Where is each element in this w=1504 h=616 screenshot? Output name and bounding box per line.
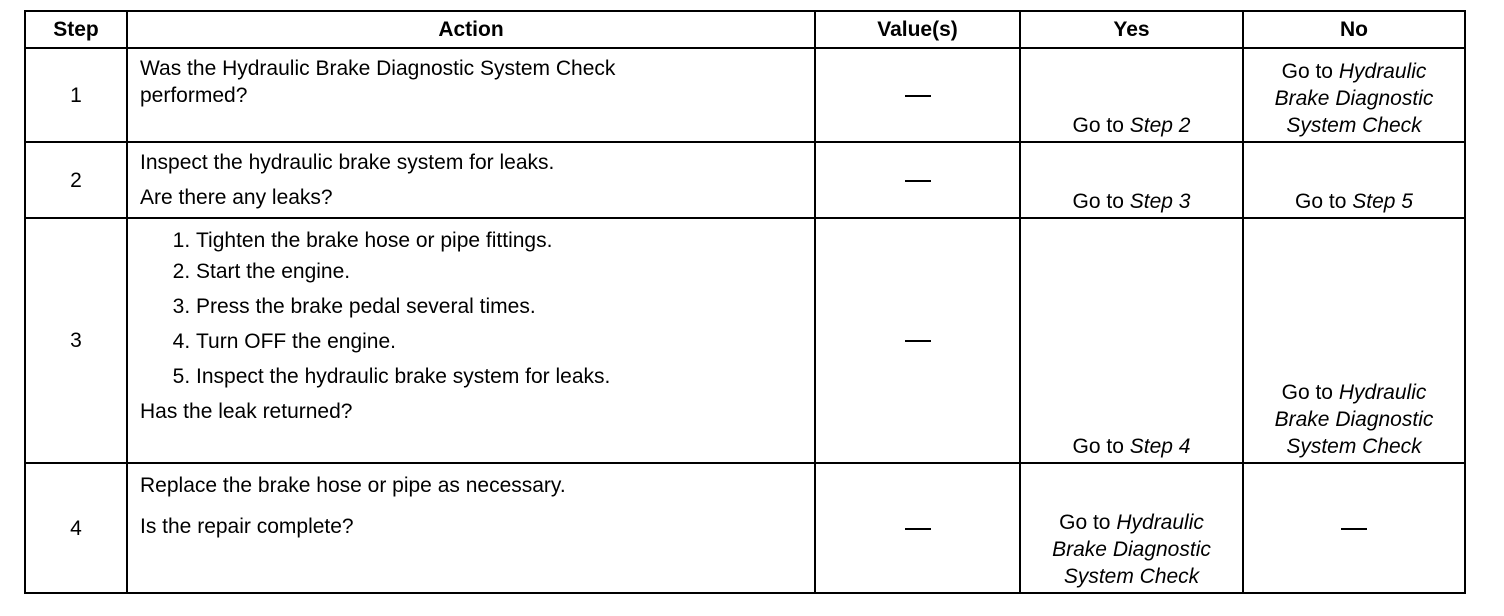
no-cell xyxy=(1243,142,1465,218)
yes-target: Step 4 xyxy=(1129,435,1191,458)
header-row xyxy=(25,11,1465,48)
value-cell xyxy=(815,463,1020,593)
yes-target: Step 2 xyxy=(1129,114,1191,137)
action-line: Are there any leaks? xyxy=(140,186,333,209)
value-cell xyxy=(815,48,1020,142)
go-to-label: Go to xyxy=(1072,435,1124,458)
procedure-step: 3. Press the brake pedal several times. xyxy=(196,289,804,324)
action-cell xyxy=(127,218,815,463)
header-values: Value(s) xyxy=(815,11,1020,48)
go-to-label: Go to xyxy=(1072,114,1124,137)
dash-mark xyxy=(905,528,931,530)
table-row xyxy=(25,218,1465,463)
no-target: System Check xyxy=(1286,435,1422,458)
procedure-step: 4. Turn OFF the engine. xyxy=(196,324,804,359)
yes-target: Step 3 xyxy=(1129,190,1191,213)
action-line: Was the Hydraulic Brake Diagnostic System Check xyxy=(140,57,616,80)
no-target: Hydraulic xyxy=(1338,381,1427,404)
yes-cell xyxy=(1020,218,1243,463)
step-number: 1 xyxy=(25,48,127,142)
no-cell xyxy=(1243,218,1465,463)
value-cell xyxy=(815,142,1020,218)
table-row xyxy=(25,142,1465,218)
action-line: Inspect the hydraulic brake system for leaks. xyxy=(140,151,555,174)
header-yes: Yes xyxy=(1020,11,1243,48)
table-row xyxy=(25,463,1465,593)
procedure-step: 5. Inspect the hydraulic brake system for leaks. xyxy=(196,359,804,394)
procedure-step: 1. Tighten the brake hose or pipe fittings. xyxy=(196,227,804,254)
dash-mark xyxy=(905,95,931,97)
no-cell xyxy=(1243,463,1465,593)
yes-target: Brake Diagnostic xyxy=(1052,538,1211,561)
header-step: Step xyxy=(25,11,127,48)
diagnostic-table xyxy=(24,10,1466,594)
go-to-label: Go to xyxy=(1072,190,1124,213)
yes-target: Hydraulic xyxy=(1116,511,1204,534)
step-number: 3 xyxy=(25,218,127,463)
action-question: Has the leak returned? xyxy=(140,400,353,423)
no-target: System Check xyxy=(1286,114,1422,137)
no-target: Step 5 xyxy=(1352,190,1413,213)
yes-cell xyxy=(1020,142,1243,218)
step-number: 2 xyxy=(25,142,127,218)
action-cell xyxy=(127,463,815,593)
action-cell xyxy=(127,48,815,142)
go-to-label: Go to xyxy=(1059,511,1111,534)
table-row xyxy=(25,48,1465,142)
action-cell xyxy=(127,142,815,218)
yes-cell xyxy=(1020,48,1243,142)
action-line: performed? xyxy=(140,84,248,107)
header-no: No xyxy=(1243,11,1465,48)
no-target: Brake Diagnostic xyxy=(1274,408,1434,431)
yes-cell xyxy=(1020,463,1243,593)
go-to-label: Go to xyxy=(1281,381,1333,404)
header-action: Action xyxy=(127,11,815,48)
action-line: Replace the brake hose or pipe as necessary. xyxy=(140,474,566,497)
procedure-step: 2. Start the engine. xyxy=(196,254,804,289)
procedure-list xyxy=(140,227,804,394)
no-target: Hydraulic xyxy=(1338,60,1427,83)
dash-mark xyxy=(905,340,931,342)
dash-mark xyxy=(905,180,931,182)
value-cell xyxy=(815,218,1020,463)
yes-target: System Check xyxy=(1063,565,1200,588)
step-number: 4 xyxy=(25,463,127,593)
no-cell xyxy=(1243,48,1465,142)
go-to-label: Go to xyxy=(1295,190,1347,213)
go-to-label: Go to xyxy=(1281,60,1333,83)
dash-mark xyxy=(1341,528,1367,530)
action-line: Is the repair complete? xyxy=(140,515,354,538)
no-target: Brake Diagnostic xyxy=(1274,87,1434,110)
